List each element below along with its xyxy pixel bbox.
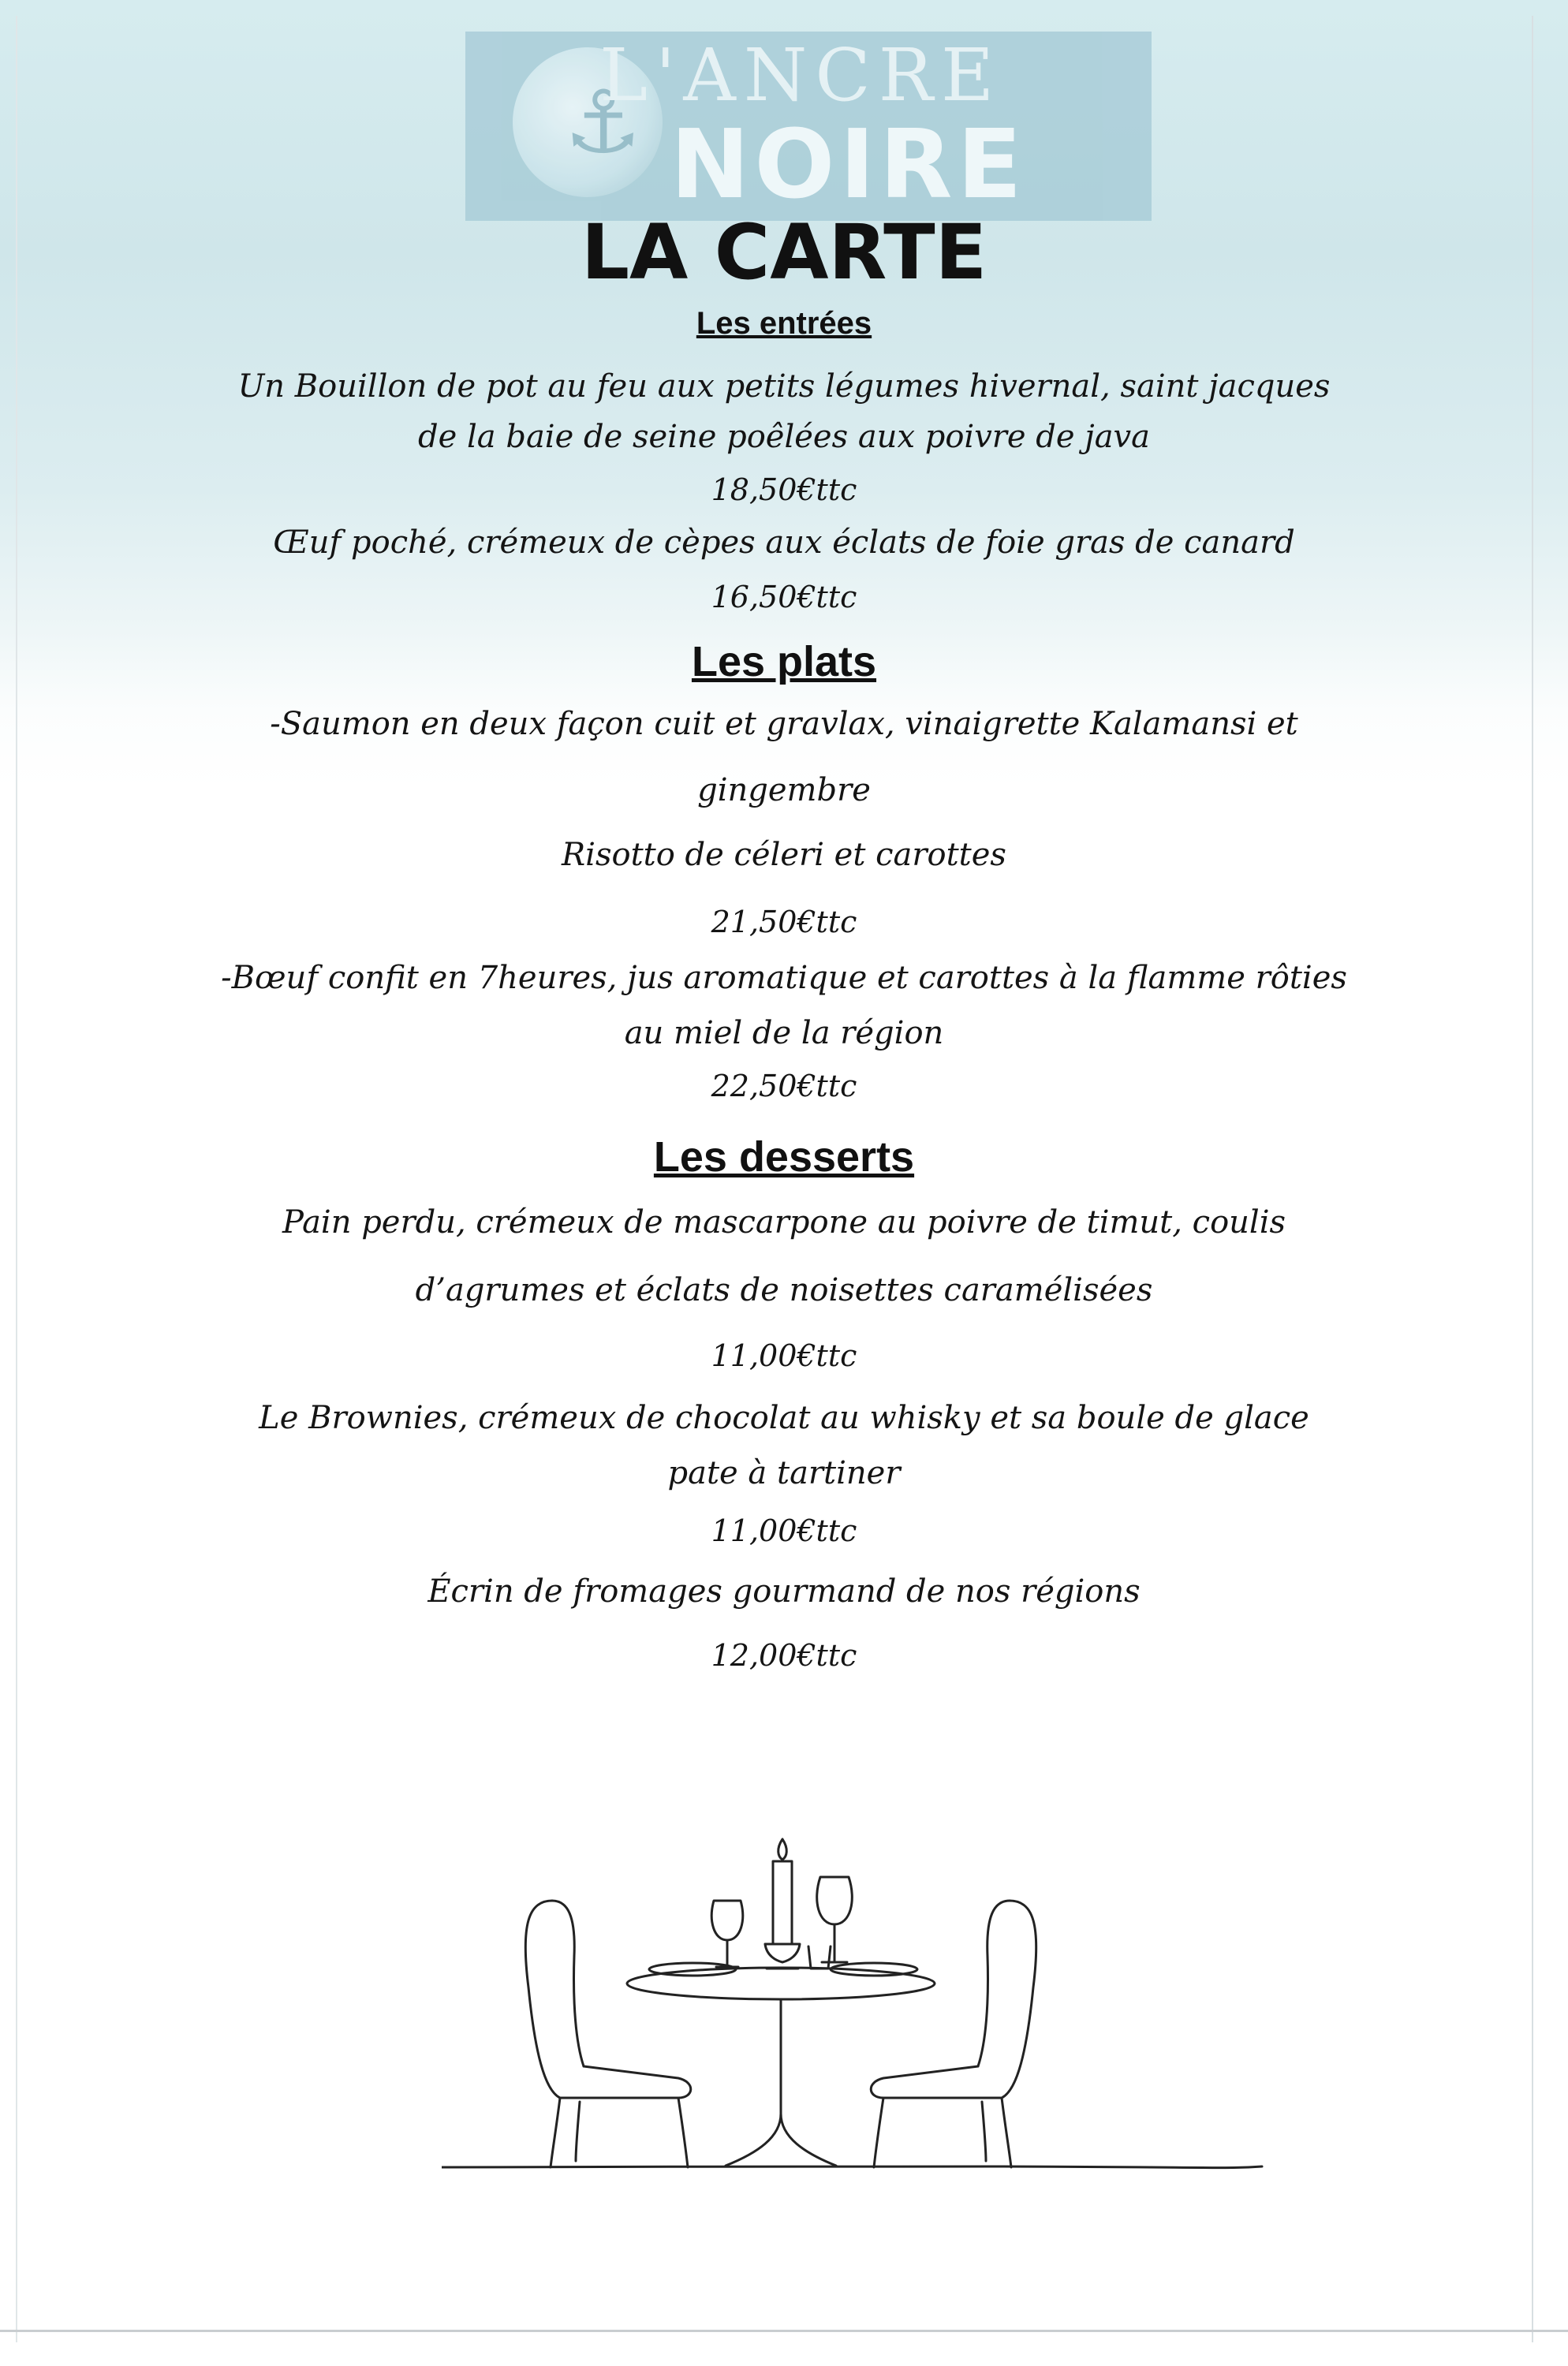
logo-top-text: L'ANCRE [599,33,1002,118]
dessert-1-line-1: Pain perdu, crémeux de mascarpone au poivre de timut, coulis [282,1204,1286,1241]
entree-1-line-2: de la baie de seine poêlées aux poivre de java [417,419,1150,455]
dessert-1-price: 11,00€ttc [711,1338,857,1373]
dessert-1-line-2: d’agrumes et éclats de noisettes caramélisées [415,1272,1153,1308]
anchor-icon: ⚓ [564,72,642,173]
dessert-3-price: 12,00€ttc [711,1638,857,1673]
section-heading-desserts: Les desserts [653,1133,915,1181]
plat-2-price: 22,50€ttc [711,1069,857,1103]
plat-1-line-3: Risotto de céleri et carottes [562,837,1006,873]
dessert-2-line-1: Le Brownies, crémeux de chocolat au whisky et sa boule de glace [259,1400,1309,1436]
dessert-3-line-1: Écrin de fromages gourmand de nos régions [427,1573,1141,1610]
entree-1-line-1: Un Bouillon de pot au feu aux petits légumes hivernal, saint jacques [237,368,1331,405]
entree-1-price: 18,50€ttc [711,472,857,507]
section-heading-entrees: Les entrées [696,306,872,341]
menu-title: LA CARTE [581,208,987,297]
plat-2-line-1: -Bœuf confit en 7heures, jus aromatique et carottes à la flamme rôties [221,960,1347,996]
dessert-2-price: 11,00€ttc [711,1513,857,1548]
dinner-table-line-drawing-icon [442,1782,1459,2192]
section-heading-plats: Les plats [691,638,877,685]
plat-2-line-2: au miel de la région [624,1015,944,1051]
entree-2-line-1: Œuf poché, crémeux de cèpes aux éclats de foie gras de canard [273,524,1295,561]
restaurant-logo [465,32,1152,221]
logo-main-text: NOIRE [670,110,1027,220]
dessert-2-line-2: pate à tartiner [667,1455,901,1491]
plat-1-line-2: gingembre [697,772,871,808]
plat-1-price: 21,50€ttc [711,905,857,939]
plat-1-line-1: -Saumon en deux façon cuit et gravlax, vinaigrette Kalamansi et [270,706,1298,742]
entree-2-price: 16,50€ttc [711,580,857,614]
